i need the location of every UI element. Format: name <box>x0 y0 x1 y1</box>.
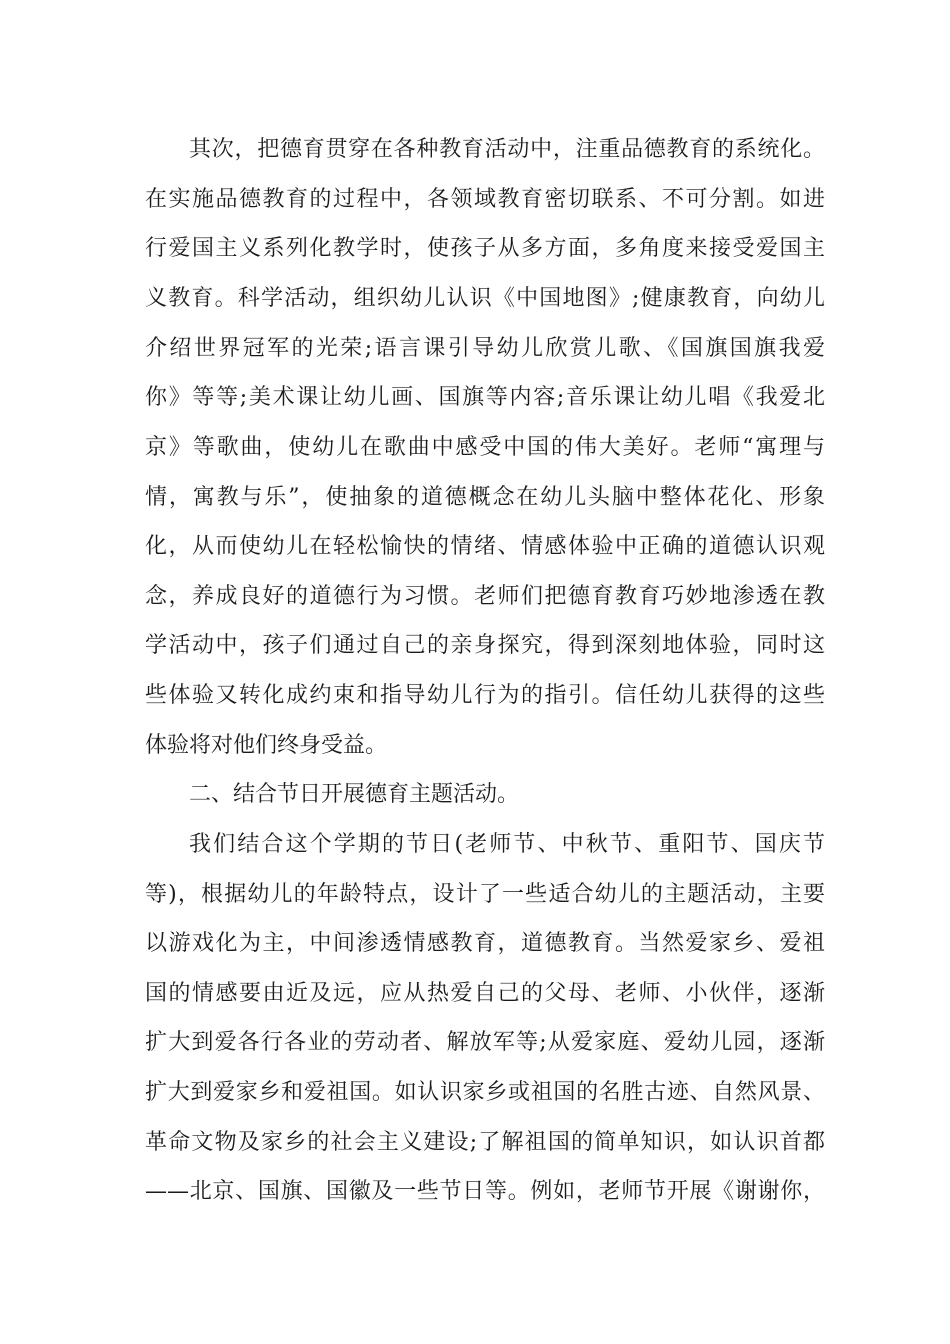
paragraph-line: 念，养成良好的道德行为习惯。老师们把德育教育巧妙地渗透在教 <box>145 584 825 609</box>
paragraph-line: 国的情感要由近及远，应从热爱自己的父母、老师、小伙伴，逐渐 <box>145 981 825 1006</box>
paragraph-line: 介绍世界冠军的光荣;语言课引导幼儿欣赏儿歌、《国旗国旗我爱 <box>145 336 825 361</box>
paragraph-line: 学活动中，孩子们通过自己的亲身探究，得到深刻地体验，同时这 <box>145 633 825 658</box>
paragraph-line: 京》等歌曲，使幼儿在歌曲中感受中国的伟大美好。老师“寓理与 <box>145 435 825 460</box>
paragraph-line: 等)，根据幼儿的年龄特点，设计了一些适合幼儿的主题活动，主要 <box>145 882 825 907</box>
paragraph-line: 你》等等;美术课让幼儿画、国旗等内容;音乐课让幼儿唱《我爱北 <box>145 385 825 410</box>
paragraph-line: 我们结合这个学期的节日(老师节、中秋节、重阳节、国庆节 <box>189 832 825 857</box>
paragraph-line: 以游戏化为主，中间渗透情感教育，道德教育。当然爱家乡、爱祖 <box>145 931 825 956</box>
paragraph-line: 其次，把德育贯穿在各种教育活动中，注重品德教育的系统化。 <box>189 137 825 162</box>
paragraph-line: 革命文物及家乡的社会主义建设;了解祖国的简单知识，如认识首都 <box>145 1130 825 1155</box>
paragraph-line: 扩大到爱家乡和爱祖国。如认识家乡或祖国的名胜古迹、自然风景、 <box>145 1080 825 1105</box>
paragraph-line: 扩大到爱各行各业的劳动者、解放军等;从爱家庭、爱幼儿园，逐渐 <box>145 1030 825 1055</box>
paragraph-line: 在实施品德教育的过程中，各领域教育密切联系、不可分割。如进 <box>145 187 825 212</box>
paragraph-line: 些体验又转化成约束和指导幼儿行为的指引。信任幼儿获得的这些 <box>145 683 825 708</box>
paragraph-line: 行爱国主义系列化教学时，使孩子从多方面，多角度来接受爱国主 <box>145 236 825 261</box>
paragraph-line: ——北京、国旗、国徽及一些节日等。例如，老师节开展《谢谢你， <box>145 1179 825 1204</box>
paragraph-line: 体验将对他们终身受益。 <box>145 733 388 758</box>
section-heading: 二、结合节日开展德育主题活动。 <box>189 782 520 807</box>
paragraph-line: 化，从而使幼儿在轻松愉快的情绪、情感体验中正确的道德认识观 <box>145 534 825 559</box>
paragraph-line: 情，寓教与乐”，使抽象的道德概念在幼儿头脑中整体花化、形象 <box>145 485 825 510</box>
paragraph-line: 义教育。科学活动，组织幼儿认识《中国地图》;健康教育，向幼儿 <box>145 286 825 311</box>
